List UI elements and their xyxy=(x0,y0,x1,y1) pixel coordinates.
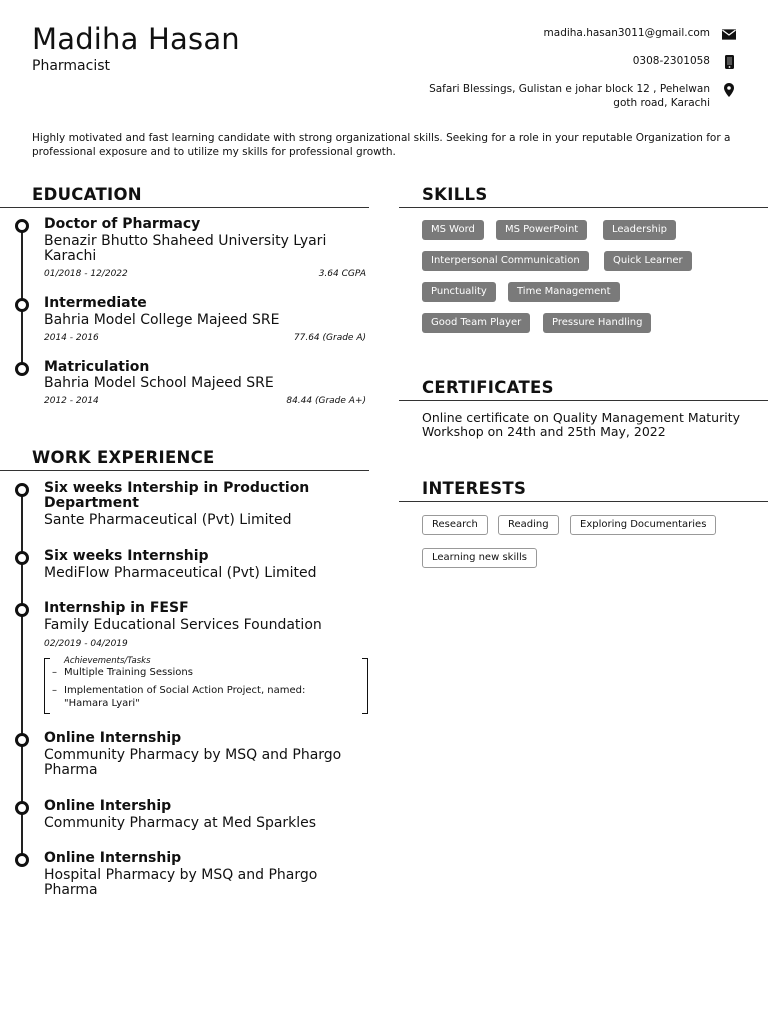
work-dates: 02/2019 - 04/2019 xyxy=(44,639,128,649)
skill-tag: Pressure Handling xyxy=(543,313,651,333)
bracket-right xyxy=(362,658,368,714)
work-meta xyxy=(44,639,366,649)
skill-tag: Quick Learner xyxy=(604,251,692,271)
skill-tag: Leadership xyxy=(603,220,676,240)
work-role: Online Internship xyxy=(44,730,182,746)
skill-tag: Punctuality xyxy=(422,282,496,302)
bracket-left xyxy=(44,658,50,714)
education-school: Benazir Bhutto Shaheed University Lyari Karachi xyxy=(44,233,327,264)
interest-tag: Learning new skills xyxy=(422,548,537,568)
timeline-dot-icon xyxy=(15,801,29,815)
interests-heading: INTERESTS xyxy=(422,479,527,498)
work-company: Community Pharmacy at Med Sparkles xyxy=(44,815,317,831)
work-divider xyxy=(0,470,369,471)
education-degree: Doctor of Pharmacy xyxy=(44,216,201,232)
education-timeline xyxy=(0,217,370,417)
education-school: Bahria Model College Majeed SRE xyxy=(44,312,280,328)
contact-block xyxy=(396,26,736,123)
education-degree: Intermediate xyxy=(44,295,147,311)
work-role: Internship in FESF xyxy=(44,600,189,616)
skill-tag: Interpersonal Communication xyxy=(422,251,589,271)
interest-tag: Exploring Documentaries xyxy=(570,515,716,535)
achievements-title: Achievements/Tasks xyxy=(64,656,151,666)
education-dates: 2012 - 2014 xyxy=(44,396,99,406)
skill-tag: Good Team Player xyxy=(422,313,530,333)
certificates-heading: CERTIFICATES xyxy=(422,378,554,397)
dash-bullet-icon: – xyxy=(52,667,57,678)
timeline-dot-icon xyxy=(15,298,29,312)
map-pin-icon xyxy=(722,83,736,97)
education-meta xyxy=(44,269,366,279)
education-dates: 2014 - 2016 xyxy=(44,333,99,343)
timeline-dot-icon xyxy=(15,603,29,617)
education-divider xyxy=(0,207,369,208)
timeline-dot-icon xyxy=(15,219,29,233)
interest-tag: Research xyxy=(422,515,488,535)
contact-phone: 0308-2301058 xyxy=(632,55,710,67)
contact-address: Safari Blessings, Gulistan e johar block 12 , Pehelwan goth road, Karachi xyxy=(429,83,710,109)
interest-tag: Reading xyxy=(498,515,559,535)
skill-tag: MS Word xyxy=(422,220,484,240)
contact-address-row xyxy=(396,82,736,110)
work-timeline xyxy=(0,481,370,901)
education-degree: Matriculation xyxy=(44,359,150,375)
education-grade: 84.44 (Grade A+) xyxy=(286,396,366,406)
education-dates: 01/2018 - 12/2022 xyxy=(44,269,128,279)
certificate-entry: Online certificate on Quality Management Maturity Workshop on 24th and 25th May, 2022 xyxy=(422,410,741,439)
skills-heading: SKILLS xyxy=(422,185,488,204)
work-role: Six weeks Internship xyxy=(44,548,209,564)
work-company: Family Educational Services Foundation xyxy=(44,617,322,633)
work-company: Sante Pharmaceutical (Pvt) Limited xyxy=(44,512,292,528)
work-role: Online Internship xyxy=(44,850,182,866)
dash-bullet-icon: – xyxy=(52,685,57,696)
achievement-item xyxy=(52,666,352,679)
interests-divider xyxy=(399,501,768,502)
phone-icon xyxy=(722,55,736,69)
work-company: Community Pharmacy by MSQ and Phargo Pharma xyxy=(44,747,342,778)
certificates-divider xyxy=(399,400,768,401)
achievement-item xyxy=(52,684,352,710)
achievements-box xyxy=(44,658,368,714)
timeline-dot-icon xyxy=(15,853,29,867)
timeline-dot-icon xyxy=(15,362,29,376)
education-school: Bahria Model School Majeed SRE xyxy=(44,375,274,391)
education-meta xyxy=(44,396,366,406)
timeline-dot-icon xyxy=(15,733,29,747)
work-role: Six weeks Intership in Production Department xyxy=(44,480,310,511)
education-grade: 77.64 (Grade A) xyxy=(293,333,366,343)
education-grade: 3.64 CGPA xyxy=(318,269,366,279)
education-heading: EDUCATION xyxy=(32,185,142,204)
resume-job-title: Pharmacist xyxy=(32,58,110,74)
skill-tag: MS PowerPoint xyxy=(496,220,587,240)
work-company: MediFlow Pharmaceutical (Pvt) Limited xyxy=(44,565,317,581)
work-role: Online Intership xyxy=(44,798,172,814)
work-company: Hospital Pharmacy by MSQ and Phargo Pharma xyxy=(44,867,318,898)
resume-name: Madiha Hasan xyxy=(32,22,240,56)
education-meta xyxy=(44,333,366,343)
timeline-dot-icon xyxy=(15,551,29,565)
timeline-dot-icon xyxy=(15,483,29,497)
achievement-text: Multiple Training Sessions xyxy=(64,667,193,678)
contact-email-row xyxy=(396,26,736,41)
work-heading: WORK EXPERIENCE xyxy=(32,448,215,467)
skill-tag: Time Management xyxy=(508,282,620,302)
profile-summary: Highly motivated and fast learning candidate with strong organizational skills. Seeking for a role in your reputable Organization for a professional exposure and to utilize my skills for professional growth. xyxy=(32,132,731,158)
skills-divider xyxy=(399,207,768,208)
achievement-text: Implementation of Social Action Project, named: "Hamara Lyari" xyxy=(64,685,306,709)
envelope-icon xyxy=(722,27,736,41)
contact-phone-row xyxy=(396,54,736,69)
contact-email: madiha.hasan3011@gmail.com xyxy=(543,27,710,39)
